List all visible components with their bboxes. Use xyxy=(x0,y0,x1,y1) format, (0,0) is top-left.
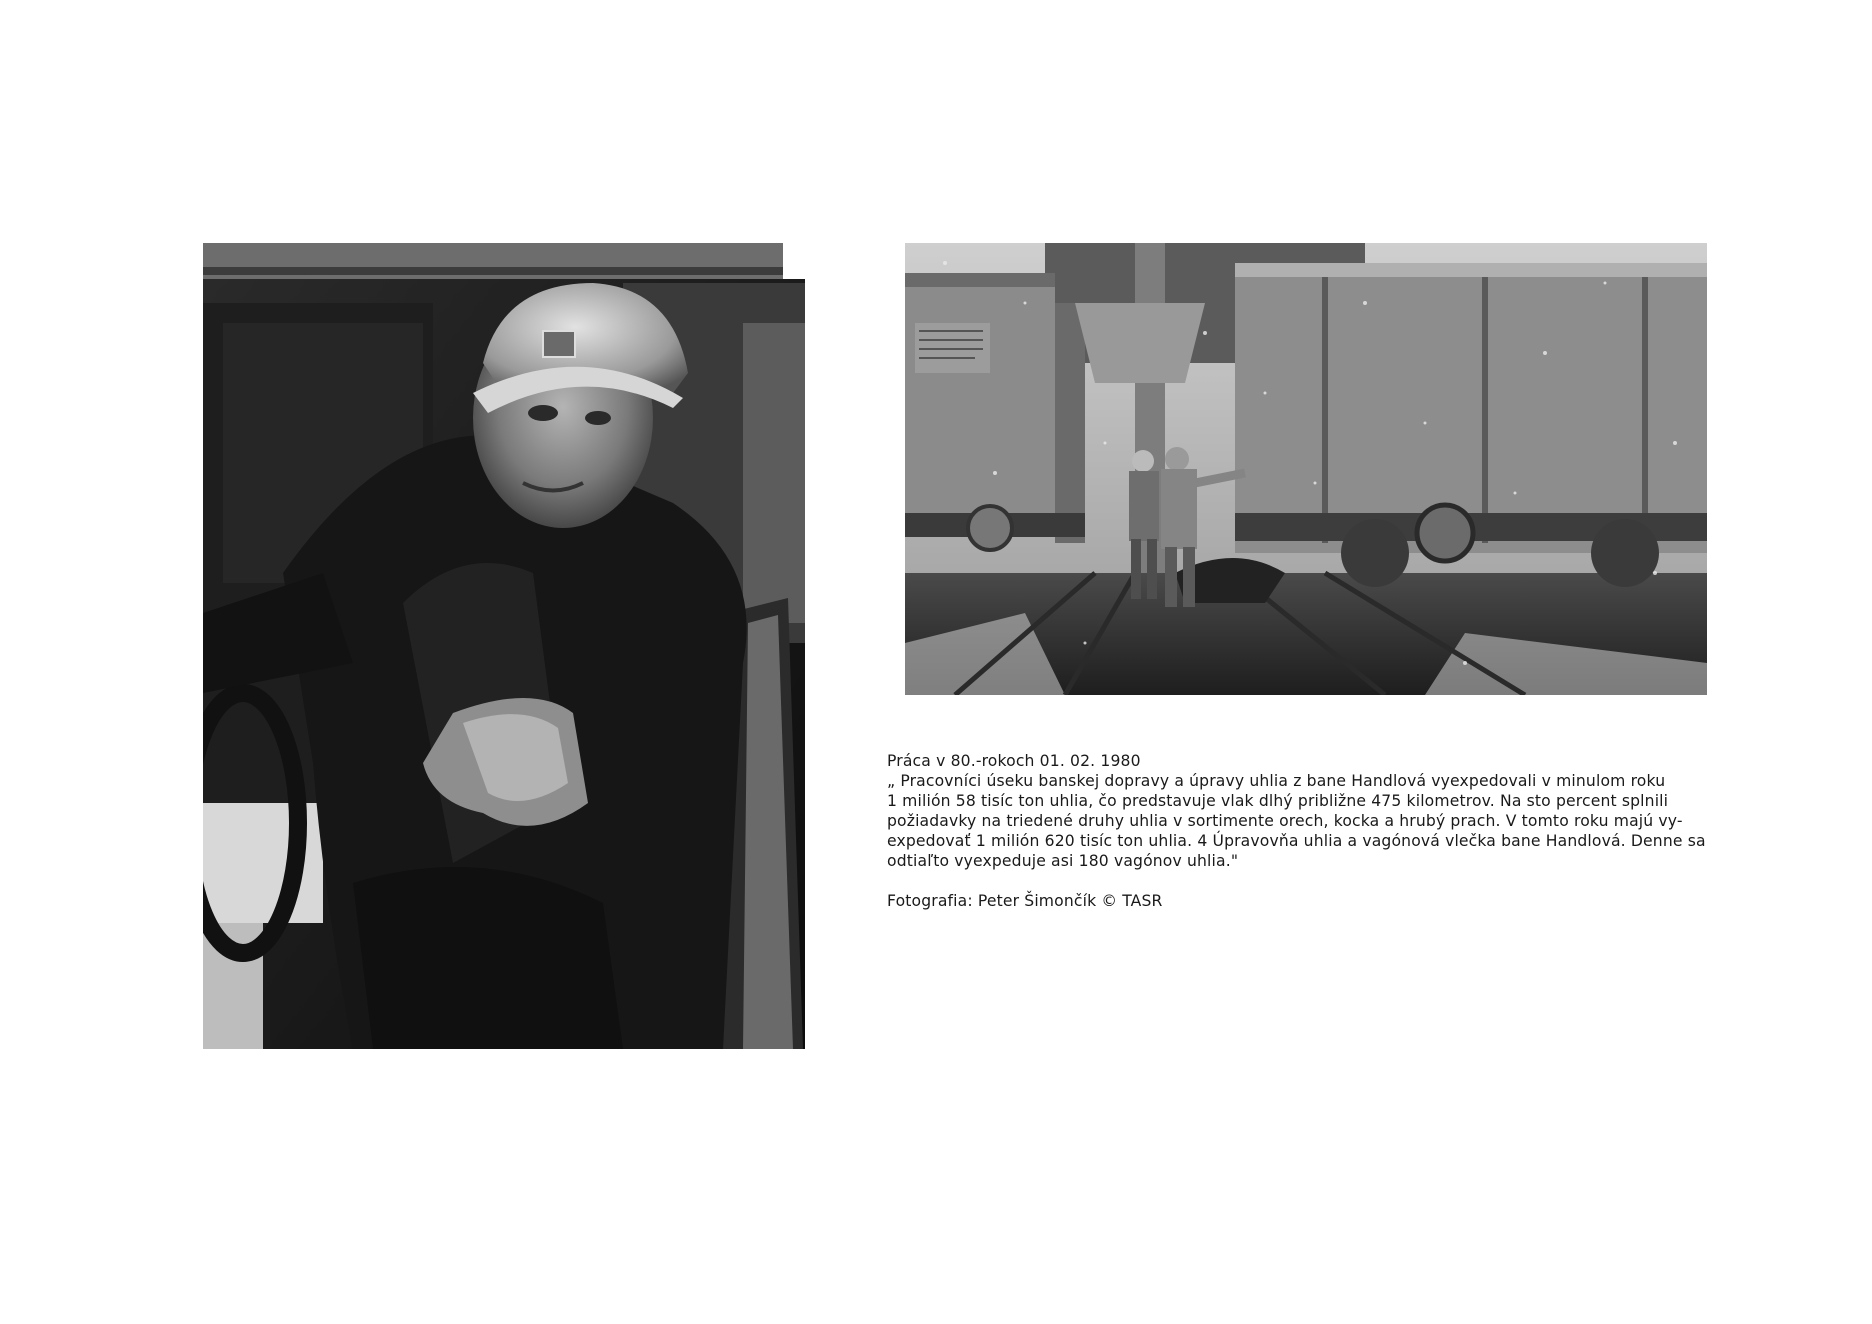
caption-line: odtiaľto vyexpeduje asi 180 vagónov uhlia." xyxy=(887,852,1239,870)
miner-portrait-photo xyxy=(203,243,805,1049)
caption-line: „ Pracovníci úseku banskej dopravy a úpravy uhlia z bane Handlová vyexpedovali v minulom roku xyxy=(887,772,1666,790)
caption-line: požiadavky na triedené druhy uhlia v sortimente orech, kocka a hrubý prach. V tomto roku majú vy- xyxy=(887,812,1683,830)
coal-wagons-railyard-photo xyxy=(905,243,1707,695)
caption-line: expedovať 1 milión 620 tisíc ton uhlia. 4 Úpravovňa uhlia a vagónová vlečka bane Handlová. Denne sa xyxy=(887,832,1706,850)
photo-credit: Fotografia: Peter Šimončík © TASR xyxy=(887,892,1163,910)
caption-title: Práca v 80.-rokoch 01. 02. 1980 xyxy=(887,752,1141,770)
caption-line: 1 milión 58 tisíc ton uhlia, čo predstavuje vlak dlhý približne 475 kilometrov. Na sto percent splnili xyxy=(887,792,1669,810)
caption-spacer xyxy=(887,871,1747,891)
photo-caption xyxy=(887,751,1747,911)
